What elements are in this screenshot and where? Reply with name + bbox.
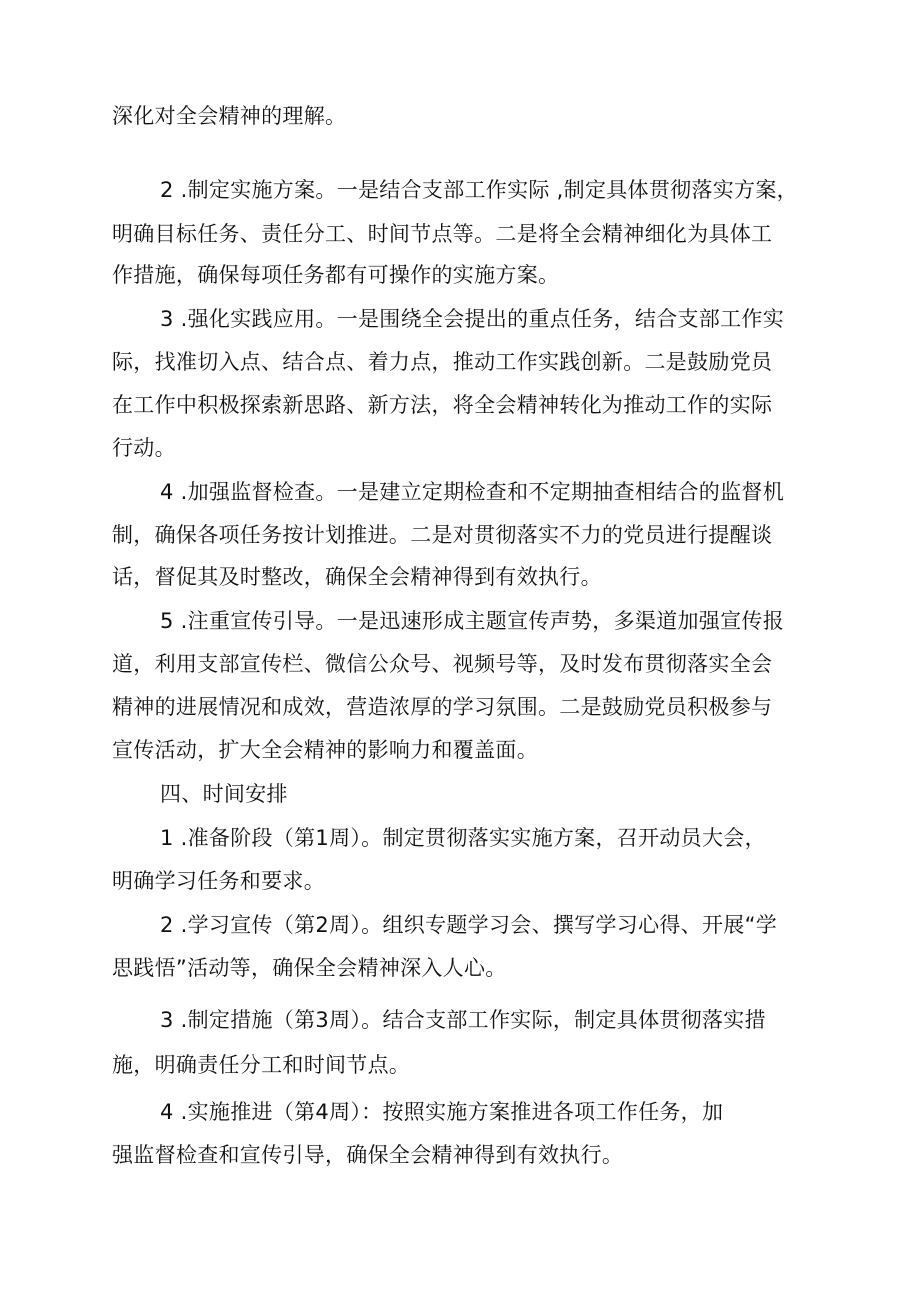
section-heading: 四、时间安排: [160, 782, 288, 806]
paragraph-line: 在工作中积极探索新思路、新方法，将全会精神转化为推动工作的实际: [112, 393, 773, 417]
paragraph-line: 4 .实施推进（第4周）：按照实施方案推进各项工作任务，加: [160, 1100, 724, 1124]
paragraph-line: 3 .强化实践应用。一是围绕全会提出的重点任务，结合支部工作实: [160, 307, 785, 331]
paragraph-line: 际，找准切入点、结合点、着力点，推动工作实践创新。二是鼓励党员: [112, 350, 773, 374]
paragraph-line: 精神的进展情况和成效，营造浓厚的学习氛围。二是鼓励党员积极参与: [112, 695, 773, 719]
paragraph-line: 宣传活动，扩大全会精神的影响力和覆盖面。: [112, 738, 538, 762]
paragraph-line: 2 .制定实施方案。一是结合支部工作实际 ,制定具体贯彻落实方案，: [160, 178, 798, 202]
paragraph-line: 作措施，确保每项任务都有可操作的实施方案。: [112, 263, 560, 287]
paragraph-line: 话，督促其及时整改，确保全会精神得到有效执行。: [112, 565, 602, 589]
paragraph-line: 制，确保各项任务按计划推进。二是对贯彻落实不力的党员进行提醒谈: [112, 523, 773, 547]
paragraph-line: 明确目标任务、责任分工、时间节点等。二是将全会精神细化为具体工: [112, 222, 773, 246]
paragraph-line: 思践悟”活动等，确保全会精神深入人心。: [112, 956, 507, 980]
paragraph-line: 行动。: [112, 436, 176, 460]
paragraph-line: 深化对全会精神的理解。: [112, 104, 347, 128]
paragraph-line: 3 .制定措施（第3周）。结合支部工作实际，制定具体贯彻落实措: [160, 1008, 766, 1032]
paragraph-line: 2 .学习宣传（第2周）。组织专题学习会、撰写学习心得、开展“学: [160, 913, 778, 937]
paragraph-line: 明确学习任务和要求。: [112, 869, 325, 893]
paragraph-line: 施，明确责任分工和时间节点。: [112, 1053, 411, 1077]
paragraph-line: 5 .注重宣传引导。一是迅速形成主题宣传声势，多渠道加强宣传报: [160, 609, 785, 633]
paragraph-line: 4 .加强监督检查。一是建立定期检查和不定期抽查相结合的监督机: [160, 480, 785, 504]
paragraph-line: 1 .准备阶段（第1周）。制定贯彻落实实施方案，召开动员大会，: [160, 826, 766, 850]
paragraph-line: 强监督检查和宣传引导，确保全会精神得到有效执行。: [112, 1143, 624, 1167]
paragraph-line: 道，利用支部宣传栏、微信公众号、视频号等，及时发布贯彻落实全会: [112, 652, 773, 676]
